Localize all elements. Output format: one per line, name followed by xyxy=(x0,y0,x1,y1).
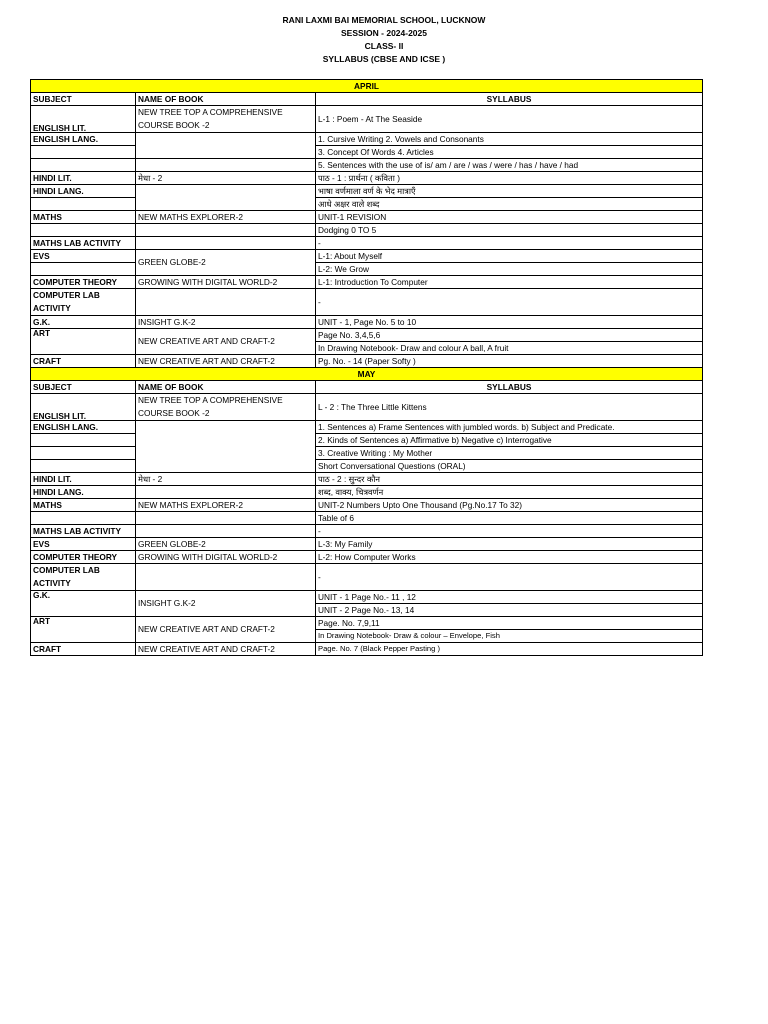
table-row xyxy=(31,512,703,525)
book-cell: NEW CREATIVE ART AND CRAFT-2 xyxy=(136,329,316,355)
subject-cell xyxy=(31,460,136,473)
syllabus-cell: L-2: How Computer Works xyxy=(316,551,703,564)
book-cell xyxy=(136,289,316,316)
subject-header: SUBJECT xyxy=(31,381,136,394)
table-row xyxy=(31,486,703,499)
subject-cell xyxy=(31,263,136,276)
subject-cell: ENGLISH LIT. xyxy=(31,106,136,133)
syllabus-cell: Table of 6 xyxy=(316,512,703,525)
syllabus-table xyxy=(30,79,703,656)
table-row xyxy=(31,276,703,289)
subject-cell xyxy=(31,434,136,447)
syllabus-header: SYLLABUS xyxy=(316,93,703,106)
subject-cell: EVS xyxy=(31,538,136,551)
book-cell xyxy=(136,185,316,211)
syllabus-cell: UNIT - 1 Page No.- 11 , 12 xyxy=(316,591,703,604)
book-cell xyxy=(136,486,316,499)
syllabus-cell: UNIT - 1, Page No. 5 to 10 xyxy=(316,316,703,329)
table-row xyxy=(31,237,703,250)
book-cell: GREEN GLOBE-2 xyxy=(136,538,316,551)
session-line: SESSION - 2024-2025 xyxy=(341,27,427,38)
book-cell: NEW CREATIVE ART AND CRAFT-2 xyxy=(136,643,316,656)
table-row xyxy=(31,394,703,421)
table-row xyxy=(31,263,703,276)
syllabus-cell: - xyxy=(316,564,703,591)
syllabus-cell: पाठ - 2 : सुन्दर कौन xyxy=(316,473,703,486)
month-row-may xyxy=(31,368,703,381)
table-row xyxy=(31,499,703,512)
syllabus-cell: शब्द, वाक्य, चित्रवर्णन xyxy=(316,486,703,499)
table-row xyxy=(31,146,703,159)
table-row xyxy=(31,159,703,172)
syllabus-cell: पाठ - 1 : प्रार्थना ( कविता ) xyxy=(316,172,703,185)
syllabus-cell: भाषा वर्णमाला वर्ण के भेद मात्राएँ xyxy=(316,185,703,198)
syllabus-cell: - xyxy=(316,289,703,316)
subject-cell xyxy=(31,512,136,525)
table-row xyxy=(31,355,703,368)
book-cell xyxy=(136,525,316,538)
book-header: NAME OF BOOK xyxy=(136,93,316,106)
subject-cell: COMPUTER LAB ACTIVITY xyxy=(31,564,136,591)
table-header-row xyxy=(31,381,703,394)
subject-cell: ART xyxy=(31,617,136,643)
table-row xyxy=(31,643,703,656)
book-cell: GREEN GLOBE-2 xyxy=(136,250,316,276)
table-row xyxy=(31,421,703,434)
syllabus-cell: L-1: Introduction To Computer xyxy=(316,276,703,289)
table-row xyxy=(31,564,703,591)
book-cell: NEW MATHS EXPLORER-2 xyxy=(136,211,316,224)
book-cell: NEW CREATIVE ART AND CRAFT-2 xyxy=(136,355,316,368)
subject-cell: G.K. xyxy=(31,316,136,329)
syllabus-cell: L-1 : Poem - At The Seaside xyxy=(316,106,703,133)
subject-cell: EVS xyxy=(31,250,136,263)
book-cell: INSIGHT G.K-2 xyxy=(136,316,316,329)
subject-cell: CRAFT xyxy=(31,643,136,656)
book-cell: NEW CREATIVE ART AND CRAFT-2 xyxy=(136,617,316,643)
table-row xyxy=(31,329,703,342)
syllabus-cell: 1. Sentences a) Frame Sentences with jumbled words. b) Subject and Predicate. xyxy=(316,421,703,434)
table-row xyxy=(31,133,703,146)
table-row xyxy=(31,434,703,447)
syllabus-cell: Pg. No. - 14 (Paper Softy ) xyxy=(316,355,703,368)
subject-header: SUBJECT xyxy=(31,93,136,106)
book-header: NAME OF BOOK xyxy=(136,381,316,394)
table-row xyxy=(31,185,703,198)
subject-cell xyxy=(31,224,136,237)
syllabus-cell: 3. Concept Of Words 4. Articles xyxy=(316,146,703,159)
book-cell: GROWING WITH DIGITAL WORLD-2 xyxy=(136,551,316,564)
table-row xyxy=(31,289,703,316)
subject-cell: MATHS LAB ACTIVITY xyxy=(31,525,136,538)
subject-cell: HINDI LANG. xyxy=(31,486,136,499)
syllabus-cell: Page. No. 7,9,11 xyxy=(316,617,703,630)
subject-cell: G.K. xyxy=(31,591,136,617)
subject-cell xyxy=(31,447,136,460)
subject-cell: HINDI LIT. xyxy=(31,172,136,185)
book-cell xyxy=(136,224,316,237)
book-cell: मेधा - 2 xyxy=(136,473,316,486)
book-cell: NEW TREE TOP A COMPREHENSIVE COURSE BOOK -2 xyxy=(136,394,316,421)
table-row xyxy=(31,591,703,604)
school-name: RANI LAXMI BAI MEMORIAL SCHOOL, LUCKNOW xyxy=(282,15,486,25)
subject-cell: CRAFT xyxy=(31,355,136,368)
month-label: MAY xyxy=(31,368,703,381)
syllabus-title: SYLLABUS (CBSE AND ICSE ) xyxy=(322,53,446,64)
table-row xyxy=(31,172,703,185)
book-cell xyxy=(136,159,316,172)
subject-cell: COMPUTER THEORY xyxy=(31,551,136,564)
subject-cell xyxy=(31,198,136,211)
syllabus-cell: L-2: We Grow xyxy=(316,263,703,276)
subject-cell: HINDI LIT. xyxy=(31,473,136,486)
book-cell xyxy=(136,133,316,159)
table-row xyxy=(31,316,703,329)
syllabus-cell: UNIT - 2 Page No.- 13, 14 xyxy=(316,604,703,617)
table-row xyxy=(31,198,703,211)
book-cell xyxy=(136,421,316,473)
subject-cell: HINDI LANG. xyxy=(31,185,136,198)
subject-cell xyxy=(31,146,136,159)
syllabus-cell: 5. Sentences with the use of is/ am / are / was / were / has / have / had xyxy=(316,159,703,172)
subject-cell: MATHS xyxy=(31,211,136,224)
book-cell xyxy=(136,512,316,525)
subject-cell: COMPUTER LAB ACTIVITY xyxy=(31,289,136,316)
syllabus-cell: In Drawing Notebook- Draw and colour A ball, A fruit xyxy=(316,342,703,355)
subject-cell xyxy=(31,159,136,172)
syllabus-cell: Page. No. 7 (Black Pepper Pasting ) xyxy=(316,643,703,656)
subject-cell: ART xyxy=(31,329,136,355)
book-cell: मेधा - 2 xyxy=(136,172,316,185)
table-row xyxy=(31,551,703,564)
syllabus-cell: L-3: My Family xyxy=(316,538,703,551)
table-row xyxy=(31,250,703,263)
table-row xyxy=(31,538,703,551)
book-cell: NEW MATHS EXPLORER-2 xyxy=(136,499,316,512)
month-row-april xyxy=(31,80,703,93)
subject-cell: MATHS xyxy=(31,499,136,512)
syllabus-cell: Page No. 3,4,5,6 xyxy=(316,329,703,342)
subject-cell: ENGLISH LANG. xyxy=(31,421,136,434)
table-row xyxy=(31,460,703,473)
syllabus-cell: - xyxy=(316,525,703,538)
syllabus-cell: UNIT-1 REVISION xyxy=(316,211,703,224)
subject-cell: ENGLISH LANG. xyxy=(31,133,136,146)
document-header xyxy=(0,14,768,66)
month-label: APRIL xyxy=(31,80,703,93)
syllabus-cell: Dodging 0 TO 5 xyxy=(316,224,703,237)
table-row xyxy=(31,473,703,486)
syllabus-cell: - xyxy=(316,237,703,250)
subject-cell: ENGLISH LIT. xyxy=(31,394,136,421)
table-header-row xyxy=(31,93,703,106)
book-cell: INSIGHT G.K-2 xyxy=(136,591,316,617)
book-cell xyxy=(136,564,316,591)
syllabus-cell: L - 2 : The Three Little Kittens xyxy=(316,394,703,421)
table-row xyxy=(31,106,703,133)
book-cell: GROWING WITH DIGITAL WORLD-2 xyxy=(136,276,316,289)
table-row xyxy=(31,617,703,630)
class-line: CLASS- II xyxy=(364,40,404,51)
subject-cell: MATHS LAB ACTIVITY xyxy=(31,237,136,250)
subject-cell: COMPUTER THEORY xyxy=(31,276,136,289)
syllabus-cell: L-1: About Myself xyxy=(316,250,703,263)
table-row xyxy=(31,211,703,224)
syllabus-cell: Short Conversational Questions (ORAL) xyxy=(316,460,703,473)
syllabus-cell: 2. Kinds of Sentences a) Affirmative b) Negative c) Interrogative xyxy=(316,434,703,447)
syllabus-cell: In Drawing Notebook- Draw & colour – Envelope, Fish xyxy=(316,630,703,643)
table-row xyxy=(31,224,703,237)
syllabus-cell: 1. Cursive Writing 2. Vowels and Consonants xyxy=(316,133,703,146)
syllabus-cell: UNIT-2 Numbers Upto One Thousand (Pg.No.17 To 32) xyxy=(316,499,703,512)
syllabus-cell: आधे अक्षर वाले शब्द xyxy=(316,198,703,211)
book-cell xyxy=(136,237,316,250)
table-row xyxy=(31,447,703,460)
syllabus-header: SYLLABUS xyxy=(316,381,703,394)
book-cell: NEW TREE TOP A COMPREHENSIVE COURSE BOOK -2 xyxy=(136,106,316,133)
syllabus-cell: 3. Creative Writing : My Mother xyxy=(316,447,703,460)
table-row xyxy=(31,525,703,538)
